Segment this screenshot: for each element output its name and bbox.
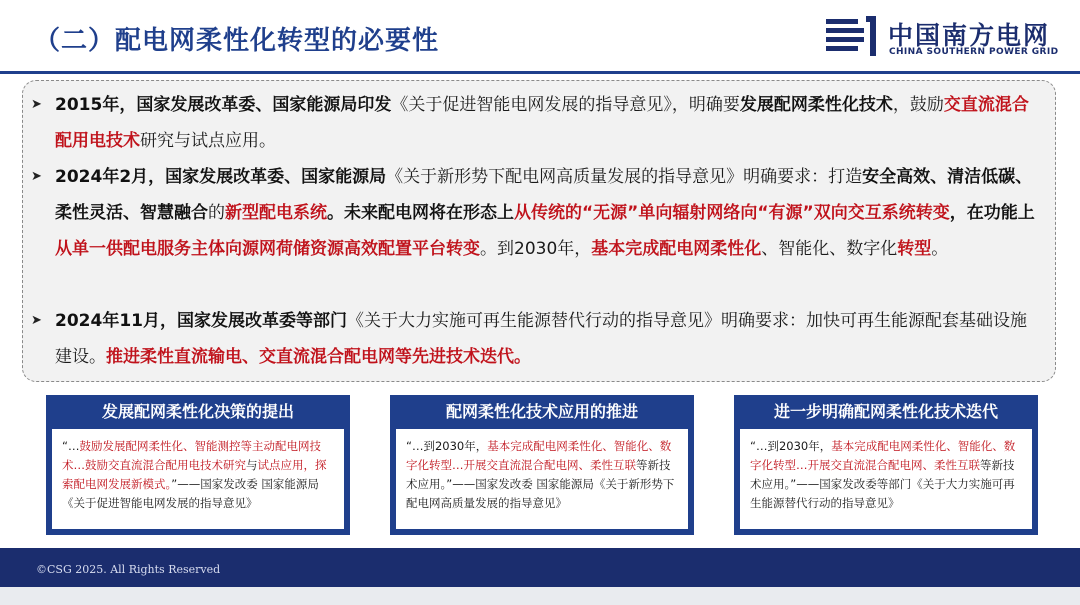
- arrow-bullet-icon: ➤: [31, 169, 42, 184]
- policy-card: [390, 395, 694, 535]
- text-segment: 。到2030年，: [480, 239, 592, 259]
- text-segment: ，在功能上: [949, 203, 1035, 223]
- text-segment: 新型配电系统: [225, 203, 327, 223]
- text-segment: 与: [246, 458, 258, 472]
- policy-card: [46, 395, 350, 535]
- csg-emblem-icon: [826, 14, 882, 58]
- text-segment: 。: [931, 239, 949, 259]
- header-divider: [0, 71, 1080, 74]
- arrow-bullet-icon: ➤: [31, 313, 42, 328]
- text-segment: 《关于新形势下配电网高质量发展的指导意见》明确要求：打造: [386, 167, 863, 187]
- text-segment: 研究与试点应用。: [140, 131, 276, 151]
- text-segment: 安全高效、清洁低碳、柔性灵活、智慧融合: [55, 167, 1033, 223]
- arrow-bullet-icon: ➤: [31, 97, 42, 112]
- card-title: 发展配网柔性化决策的提出: [101, 402, 294, 421]
- bullet-item: [31, 159, 1043, 267]
- text-segment: 从单一供配电服务主体向源网荷储资源高效配置平台转变: [55, 239, 480, 259]
- text-segment: 从传统的“无源”单向辐射网络向“有源”双向交互系统转变: [514, 203, 950, 223]
- bullet-item: [31, 303, 1043, 375]
- text-segment: 。未来配电网将在形态上: [327, 203, 514, 223]
- card-quote: [396, 429, 688, 529]
- text-segment: “…: [62, 439, 80, 453]
- bullet-text: [55, 159, 1043, 267]
- slide-title: （二）配电网柔性化转型的必要性: [34, 26, 440, 56]
- text-segment: 推进柔性直流输电、交直流混合配电网等先进技术迭代。: [106, 347, 531, 367]
- copyright-text: ©CSG 2025. All Rights Reserved: [36, 563, 221, 576]
- text-segment: 《关于大力实施可再生能源替代行动的指导意见》明确要求：加快可再生能源配套基础设施建设。: [55, 311, 1027, 367]
- logo-chinese-name: 中国南方电网: [888, 21, 1051, 50]
- card-quote: [740, 429, 1032, 529]
- text-segment: 发展配网柔性化技术: [739, 95, 893, 115]
- text-segment: 《关于促进智能电网发展的指导意见》，明确要: [391, 95, 740, 115]
- text-segment: ，鼓励: [892, 95, 944, 115]
- text-segment: 、智能化、数字化: [761, 239, 898, 259]
- card-quote: [52, 429, 344, 529]
- csg-logo: [826, 14, 1066, 58]
- text-segment: 2024年11月，国家发展改革委等部门: [55, 311, 347, 331]
- text-segment: 基本完成配电网柔性化、智能化、数字化转型…开展交直流混合配电网、柔性互联: [750, 439, 1016, 472]
- text-segment: “…到2030年，: [406, 439, 488, 453]
- text-segment: 转型: [897, 239, 932, 259]
- bullet-list-panel: [22, 80, 1056, 382]
- text-segment: ”——国家发改委 国家能源局《关于促进智能电网发展的指导意见》: [62, 477, 319, 510]
- text-segment: 交直流混合配用电技术: [55, 95, 1029, 151]
- card-title: 进一步明确配网柔性化技术迭代: [773, 402, 998, 421]
- text-segment: 基本完成配电网柔性化: [591, 239, 762, 259]
- text-segment: 的: [208, 203, 225, 223]
- text-segment: 试点应用，探索配电网发展新模式。: [62, 458, 327, 491]
- bottom-strip: [0, 587, 1080, 605]
- text-segment: 鼓励发展配网柔性化、智能测控等主动配电网技术…鼓励交直流混合配用电技术研究: [62, 439, 321, 472]
- bullet-text: [55, 87, 1043, 159]
- text-segment: 2024年2月，国家发展改革委、国家能源局: [55, 167, 387, 187]
- logo-english-name: CHINA SOUTHERN POWER GRID: [889, 47, 1059, 57]
- text-segment: 等新技术应用。”——国家发改委 国家能源局《关于新形势下配电网高质量发展的指导意见》: [406, 458, 675, 510]
- policy-card: [734, 395, 1038, 535]
- bullet-text: [55, 303, 1043, 375]
- text-segment: “…到2030年，: [750, 439, 832, 453]
- text-segment: 基本完成配电网柔性化、智能化、数字化转型…开展交直流混合配电网、柔性互联: [406, 439, 672, 472]
- text-segment: 等新技术应用。”——国家发改委等部门《关于大力实施可再生能源替代行动的指导意见》: [750, 458, 1015, 510]
- bullet-item: [31, 87, 1043, 159]
- card-title: 配网柔性化技术应用的推进: [445, 402, 638, 421]
- text-segment: 2015年，国家发展改革委、国家能源局印发: [55, 95, 392, 115]
